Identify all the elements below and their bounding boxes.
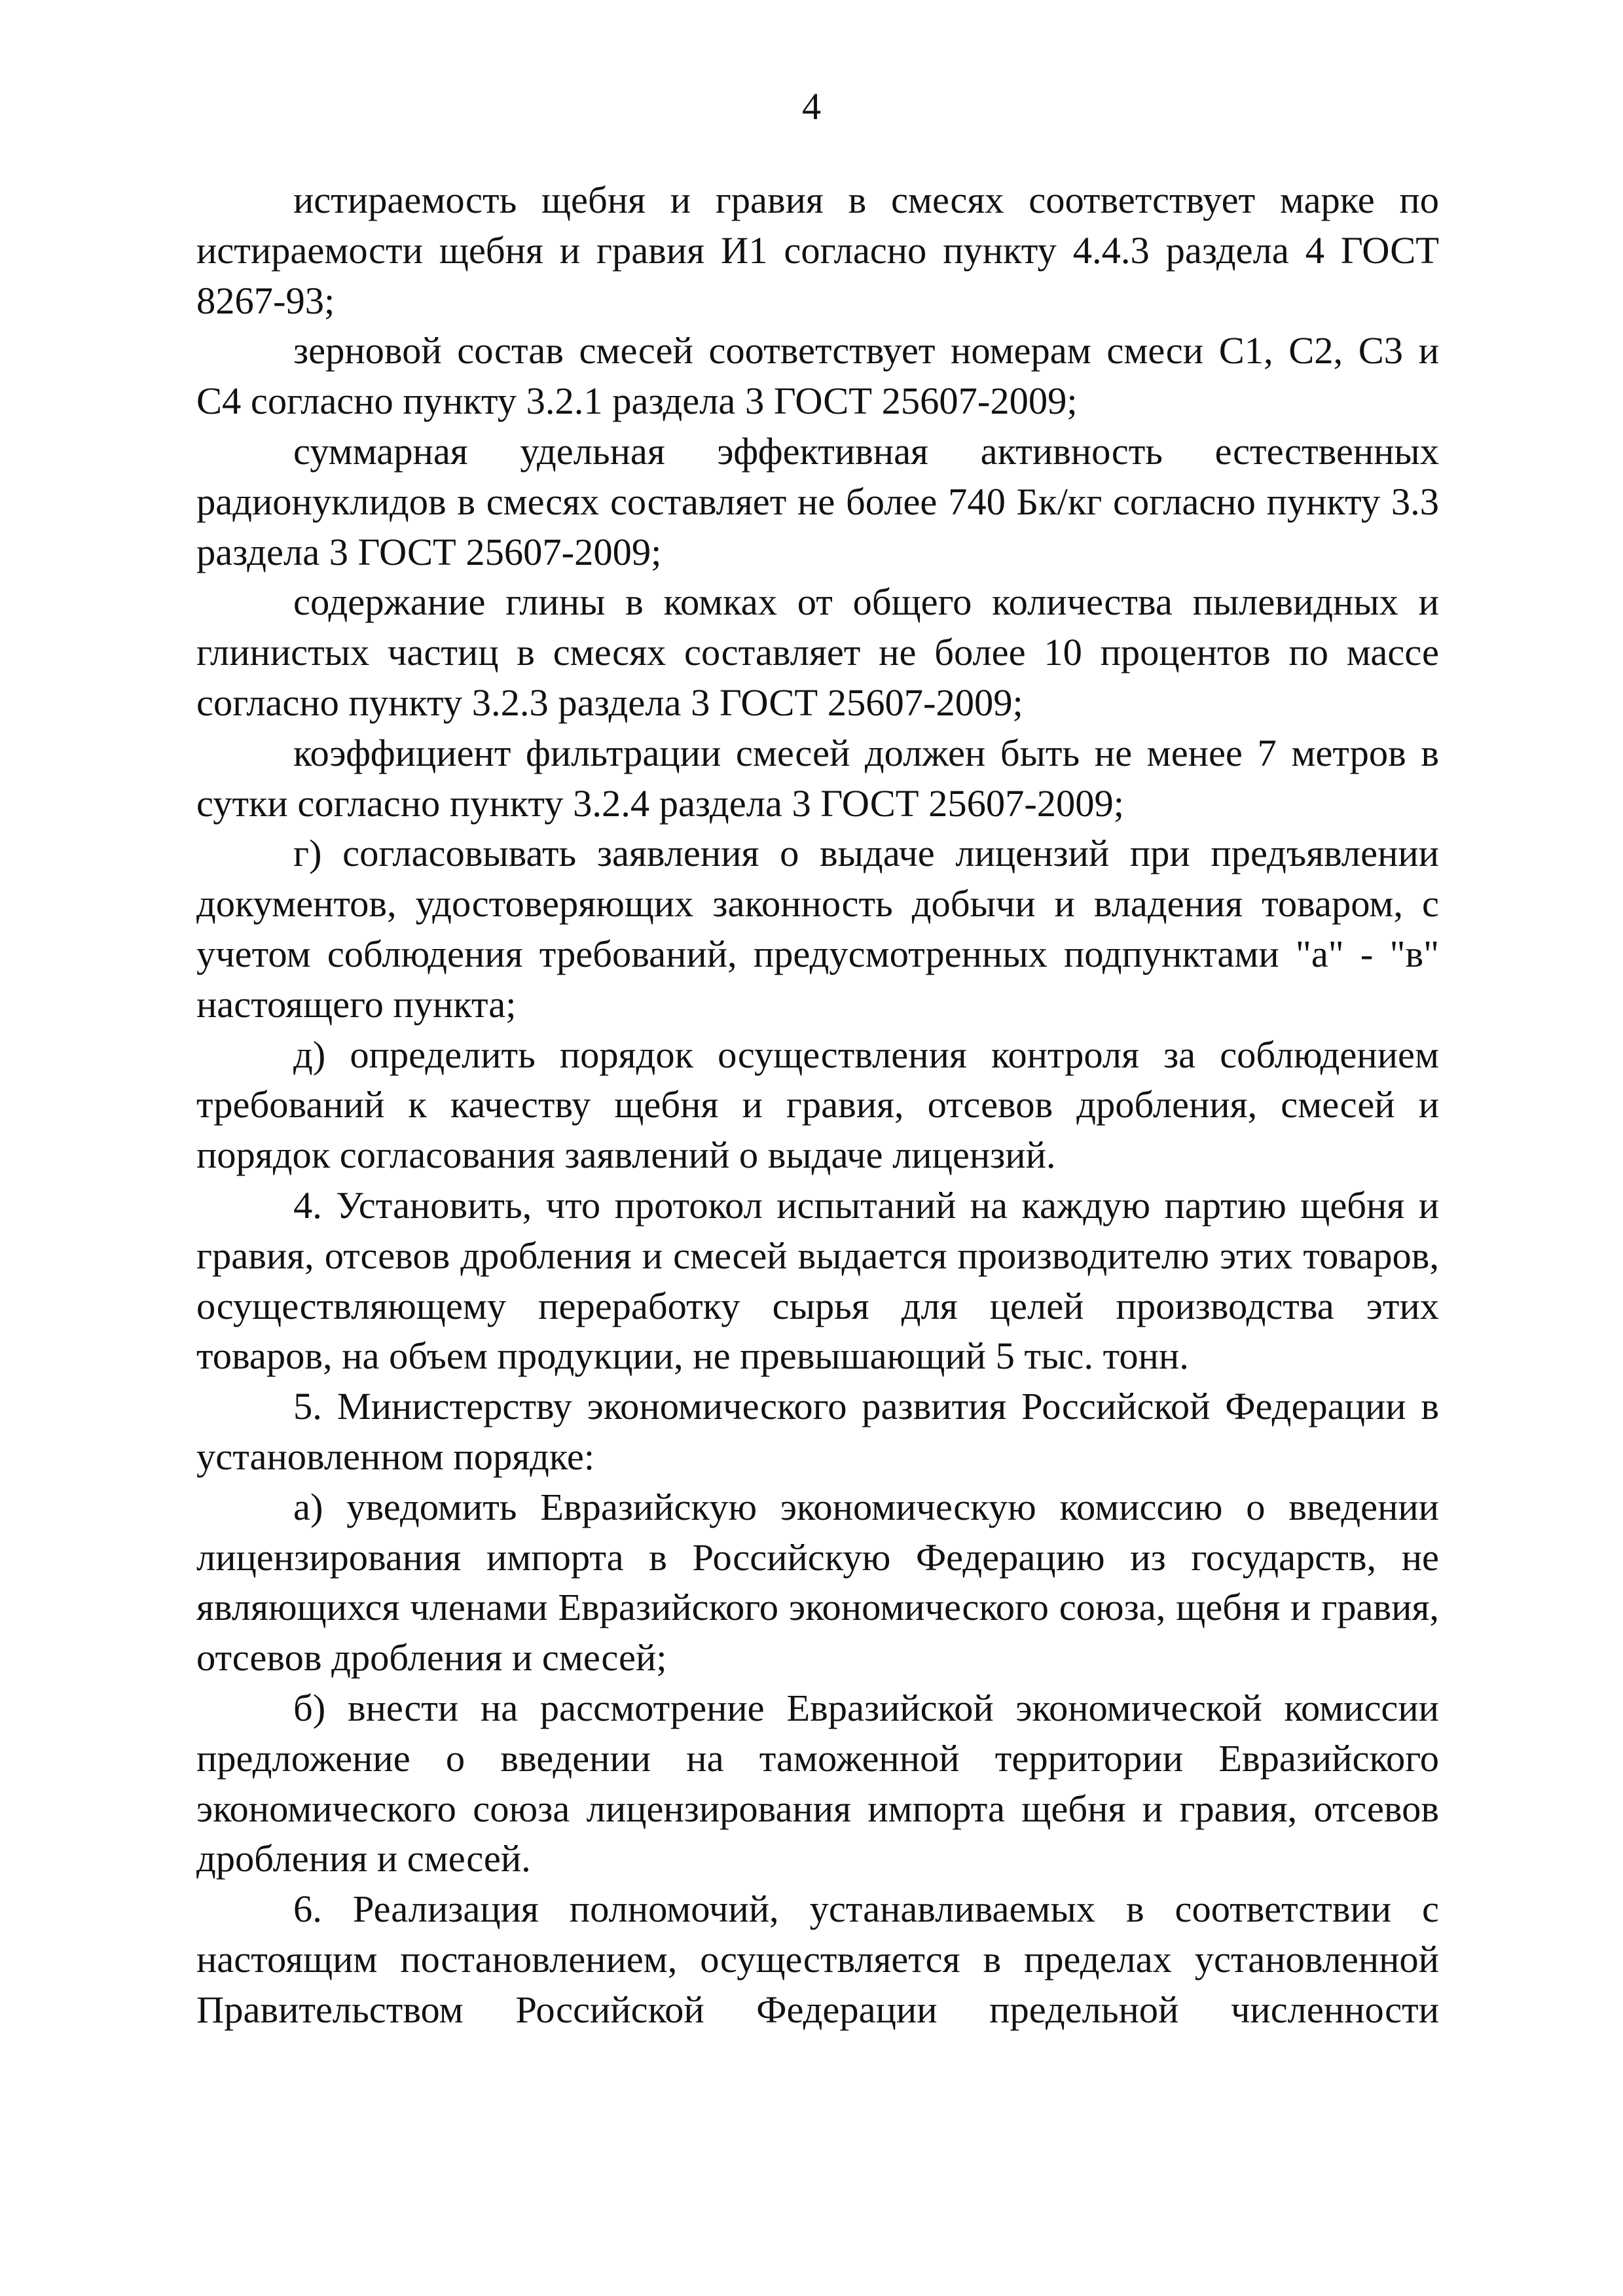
document-body — [196, 175, 1439, 2035]
paragraph-item-b: б) внести на рассмотрение Евразийской экономической комиссии предложение о введении на таможенной территории Евразийского экономического союза лицензирования импорта щебня и гравия, отсевов дробления и смесей. — [196, 1686, 1439, 1880]
paragraph-item-a: а) уведомить Евразийскую экономическую комиссию о введении лицензирования импорта в Российскую Федерацию из государств, не являющихся членами Евразийского экономического союза, щебня и гравия, отсевов дробления и смесей; — [196, 1485, 1439, 1679]
paragraph-section-5: 5. Министерству экономического развития Российской Федерации в установленном порядке: — [196, 1385, 1439, 1478]
paragraph-grain-composition: зерновой состав смесей соответствует номерам смеси С1, С2, С3 и С4 согласно пункту 3.2.1 раздела 3 ГОСТ 25607-2009; — [196, 329, 1439, 423]
paragraph-item-d: д) определить порядок осуществления контроля за соблюдением требований к качеству щебня и гравия, отсевов дробления, смесей и порядок согласования заявлений о выдаче лицензий. — [196, 1033, 1439, 1177]
paragraph-abrasion: истираемость щебня и гравия в смесях соответствует марке по истираемости щебня и гравия И1 согласно пункту 4.4.3 раздела 4 ГОСТ 8267-93; — [196, 179, 1439, 322]
page-number: 4 — [802, 85, 821, 128]
paragraph-section-4: 4. Установить, что протокол испытаний на каждую партию щебня и гравия, отсевов дробления и смесей выдается производителю этих товаров, осуществляющему переработку сырья для целей производства этих товаров, на объем продукции, не превышающий 5 тыс. тонн. — [196, 1183, 1439, 1378]
paragraph-radionuclides: суммарная удельная эффективная активность естественных радионуклидов в смесях составляет не более 740 Бк/кг согласно пункту 3.3 раздела 3 ГОСТ 25607-2009; — [196, 429, 1439, 573]
paragraph-filtration: коэффициент фильтрации смесей должен быть не менее 7 метров в сутки согласно пункту 3.2.4 раздела 3 ГОСТ 25607-2009; — [196, 731, 1439, 825]
paragraph-clay-content: содержание глины в комках от общего количества пылевидных и глинистых частиц в смесях составляет не более 10 процентов по массе согласно пункту 3.2.3 раздела 3 ГОСТ 25607-2009; — [196, 581, 1439, 724]
paragraph-item-g: г) согласовывать заявления о выдаче лицензий при предъявлении документов, удостоверяющих законность добычи и владения товаром, с учетом соблюдения требований, предусмотренных подпунктами "а" - "в" настоящего пункта; — [196, 832, 1439, 1026]
paragraph-section-6: 6. Реализация полномочий, устанавливаемых в соответствии с настоящим постановлением, осуществляется в пределах установленной Правительством Российской Федерации предельной численности — [196, 1888, 1439, 2031]
